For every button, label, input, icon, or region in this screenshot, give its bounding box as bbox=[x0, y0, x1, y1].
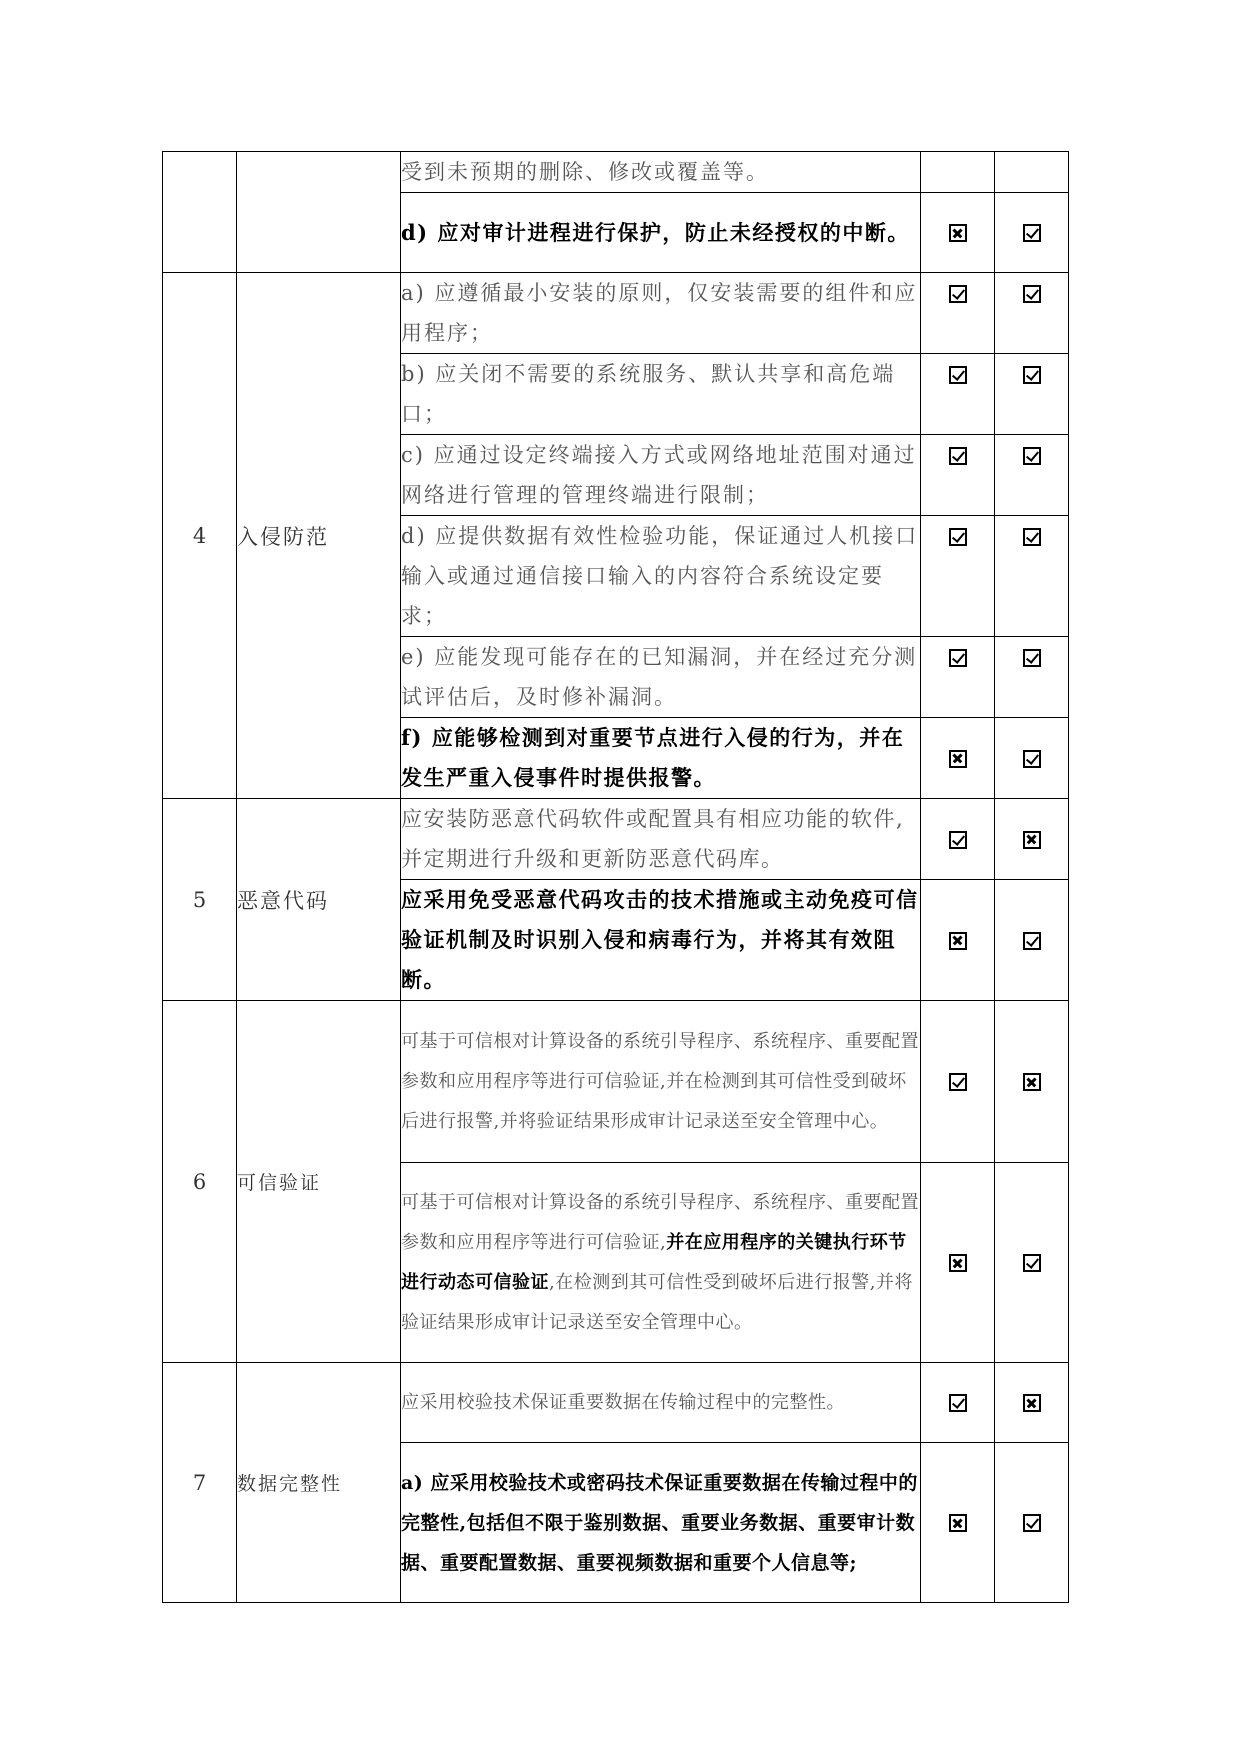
requirement-cell bbox=[401, 718, 921, 799]
mark-a-cell bbox=[921, 1163, 995, 1363]
check-box-icon bbox=[1023, 932, 1041, 950]
check-box-icon bbox=[949, 649, 967, 667]
requirement-text: d) 应提供数据有效性检验功能，保证通过人机接口输入或通过通信接口输入的内容符合系统设定要求； bbox=[401, 524, 919, 628]
mark-b-cell bbox=[995, 637, 1069, 718]
table-row bbox=[163, 273, 1069, 354]
mark-a-cell bbox=[921, 718, 995, 799]
mark-b-cell bbox=[995, 1443, 1069, 1603]
x-box-icon bbox=[949, 750, 967, 768]
check-box-icon bbox=[1023, 224, 1041, 242]
group-name: 数据完整性 bbox=[237, 1363, 401, 1603]
requirement-cell bbox=[401, 1443, 921, 1603]
requirement-text: e) 应能发现可能存在的已知漏洞，并在经过充分测试评估后，及时修补漏洞。 bbox=[401, 645, 918, 709]
requirement-text: 应采用校验技术保证重要数据在传输过程中的完整性。 bbox=[401, 1391, 845, 1413]
mark-b-cell bbox=[995, 1001, 1069, 1163]
requirement-cell bbox=[401, 1001, 921, 1163]
requirement-cell bbox=[401, 152, 921, 193]
requirement-text: b) 应关闭不需要的系统服务、默认共享和高危端口； bbox=[401, 362, 896, 426]
requirement-cell bbox=[401, 354, 921, 435]
check-box-icon bbox=[1023, 447, 1041, 465]
group-number: 6 bbox=[163, 1001, 237, 1363]
mark-a-cell bbox=[921, 193, 995, 273]
requirement-text: 可基于可信根对计算设备的系统引导程序、系统程序、重要配置参数和应用程序等进行可信验证,并在检测到其可信性受到破坏后进行报警,并将验证结果形成审计记录送至安全管理中心。 bbox=[401, 1030, 919, 1132]
mark-a-cell bbox=[921, 435, 995, 516]
requirement-text: a) 应遵循最小安装的原则，仅安装需要的组件和应用程序； bbox=[401, 281, 918, 345]
x-box-icon bbox=[1023, 1073, 1041, 1091]
check-box-icon bbox=[949, 1394, 967, 1412]
check-box-icon bbox=[949, 528, 967, 546]
mark-a-cell bbox=[921, 1363, 995, 1443]
check-box-icon bbox=[1023, 1514, 1041, 1532]
name-cell bbox=[237, 152, 401, 273]
no-cell bbox=[163, 152, 237, 273]
requirement-cell bbox=[401, 516, 921, 637]
x-box-icon bbox=[949, 932, 967, 950]
check-box-icon bbox=[1023, 366, 1041, 384]
mark-b-cell bbox=[995, 435, 1069, 516]
group-number: 7 bbox=[163, 1363, 237, 1603]
requirement-text: d) 应对审计进程进行保护，防止未经授权的中断。 bbox=[401, 219, 910, 245]
check-box-icon bbox=[949, 1073, 967, 1091]
requirement-text: 应采用免受恶意代码攻击的技术措施或主动免疫可信验证机制及时识别入侵和病毒行为，并将其有效阻断。 bbox=[401, 887, 919, 992]
check-box-icon bbox=[1023, 649, 1041, 667]
mark-b-cell bbox=[995, 718, 1069, 799]
requirements-table bbox=[162, 151, 1069, 1603]
mark-a-cell bbox=[921, 880, 995, 1001]
mark-b-cell bbox=[995, 273, 1069, 354]
requirement-text-emphasis: 并在应用程序的关键执行环节进行动态可信验证 bbox=[401, 1231, 907, 1293]
table-row bbox=[163, 1363, 1069, 1443]
mark-a-cell bbox=[921, 354, 995, 435]
requirement-text-part: ,在检测到其可信性受到破坏后进行报警,并将验证结果形成审计记录送至安全管理中心。 bbox=[401, 1271, 913, 1333]
x-box-icon bbox=[949, 224, 967, 242]
x-box-icon bbox=[1023, 1394, 1041, 1412]
mark-a-cell bbox=[921, 1443, 995, 1603]
x-box-icon bbox=[949, 1514, 967, 1532]
requirement-cell bbox=[401, 799, 921, 880]
requirement-cell bbox=[401, 193, 921, 273]
group-number: 5 bbox=[163, 799, 237, 1001]
group-name: 可信验证 bbox=[237, 1001, 401, 1363]
x-box-icon bbox=[1023, 831, 1041, 849]
check-box-icon bbox=[949, 447, 967, 465]
check-box-icon bbox=[949, 285, 967, 303]
check-box-icon bbox=[1023, 1254, 1041, 1272]
mark-a-cell bbox=[921, 516, 995, 637]
mark-a-cell bbox=[921, 637, 995, 718]
group-name: 恶意代码 bbox=[237, 799, 401, 1001]
mark-b-cell bbox=[995, 354, 1069, 435]
requirement-text: 受到未预期的删除、修改或覆盖等。 bbox=[401, 160, 769, 184]
mark-b-cell bbox=[995, 1163, 1069, 1363]
mark-b-cell bbox=[995, 152, 1069, 193]
requirement-text-part: 可基于可信根对计算设备的系统引导程序、系统程序、重要配置参数和应用程序等进行可信验证, bbox=[401, 1191, 919, 1253]
check-box-icon bbox=[949, 831, 967, 849]
requirement-cell bbox=[401, 1363, 921, 1443]
check-box-icon bbox=[949, 366, 967, 384]
mark-a-cell bbox=[921, 1001, 995, 1163]
requirement-text: 应安装防恶意代码软件或配置具有相应功能的软件,并定期进行升级和更新防恶意代码库。 bbox=[401, 807, 905, 871]
check-box-icon bbox=[1023, 750, 1041, 768]
mark-a-cell bbox=[921, 799, 995, 880]
mark-b-cell bbox=[995, 193, 1069, 273]
mark-a-cell bbox=[921, 273, 995, 354]
table-row bbox=[163, 1001, 1069, 1163]
mark-b-cell bbox=[995, 1363, 1069, 1443]
check-box-icon bbox=[1023, 285, 1041, 303]
requirement-text: c) 应通过设定终端接入方式或网络地址范围对通过网络进行管理的管理终端进行限制； bbox=[401, 443, 917, 507]
requirement-cell bbox=[401, 273, 921, 354]
group-number: 4 bbox=[163, 273, 237, 799]
check-box-icon bbox=[1023, 528, 1041, 546]
requirement-cell bbox=[401, 637, 921, 718]
requirement-text: f) 应能够检测到对重要节点进行入侵的行为，并在发生严重入侵事件时提供报警。 bbox=[401, 725, 905, 790]
group-name: 入侵防范 bbox=[237, 273, 401, 799]
mark-b-cell bbox=[995, 516, 1069, 637]
requirement-cell bbox=[401, 1163, 921, 1363]
mark-b-cell bbox=[995, 799, 1069, 880]
x-box-icon bbox=[949, 1254, 967, 1272]
mark-b-cell bbox=[995, 880, 1069, 1001]
table-row bbox=[163, 152, 1069, 193]
requirement-text: a) 应采用校验技术或密码技术保证重要数据在传输过程中的完整性,包括但不限于鉴别数据、重要业务数据、重要审计数据、重要配置数据、重要视频数据和重要个人信息等; bbox=[401, 1471, 918, 1574]
table-row bbox=[163, 799, 1069, 880]
requirement-text bbox=[401, 1183, 920, 1343]
mark-a-cell bbox=[921, 152, 995, 193]
requirement-cell bbox=[401, 435, 921, 516]
requirement-cell bbox=[401, 880, 921, 1001]
